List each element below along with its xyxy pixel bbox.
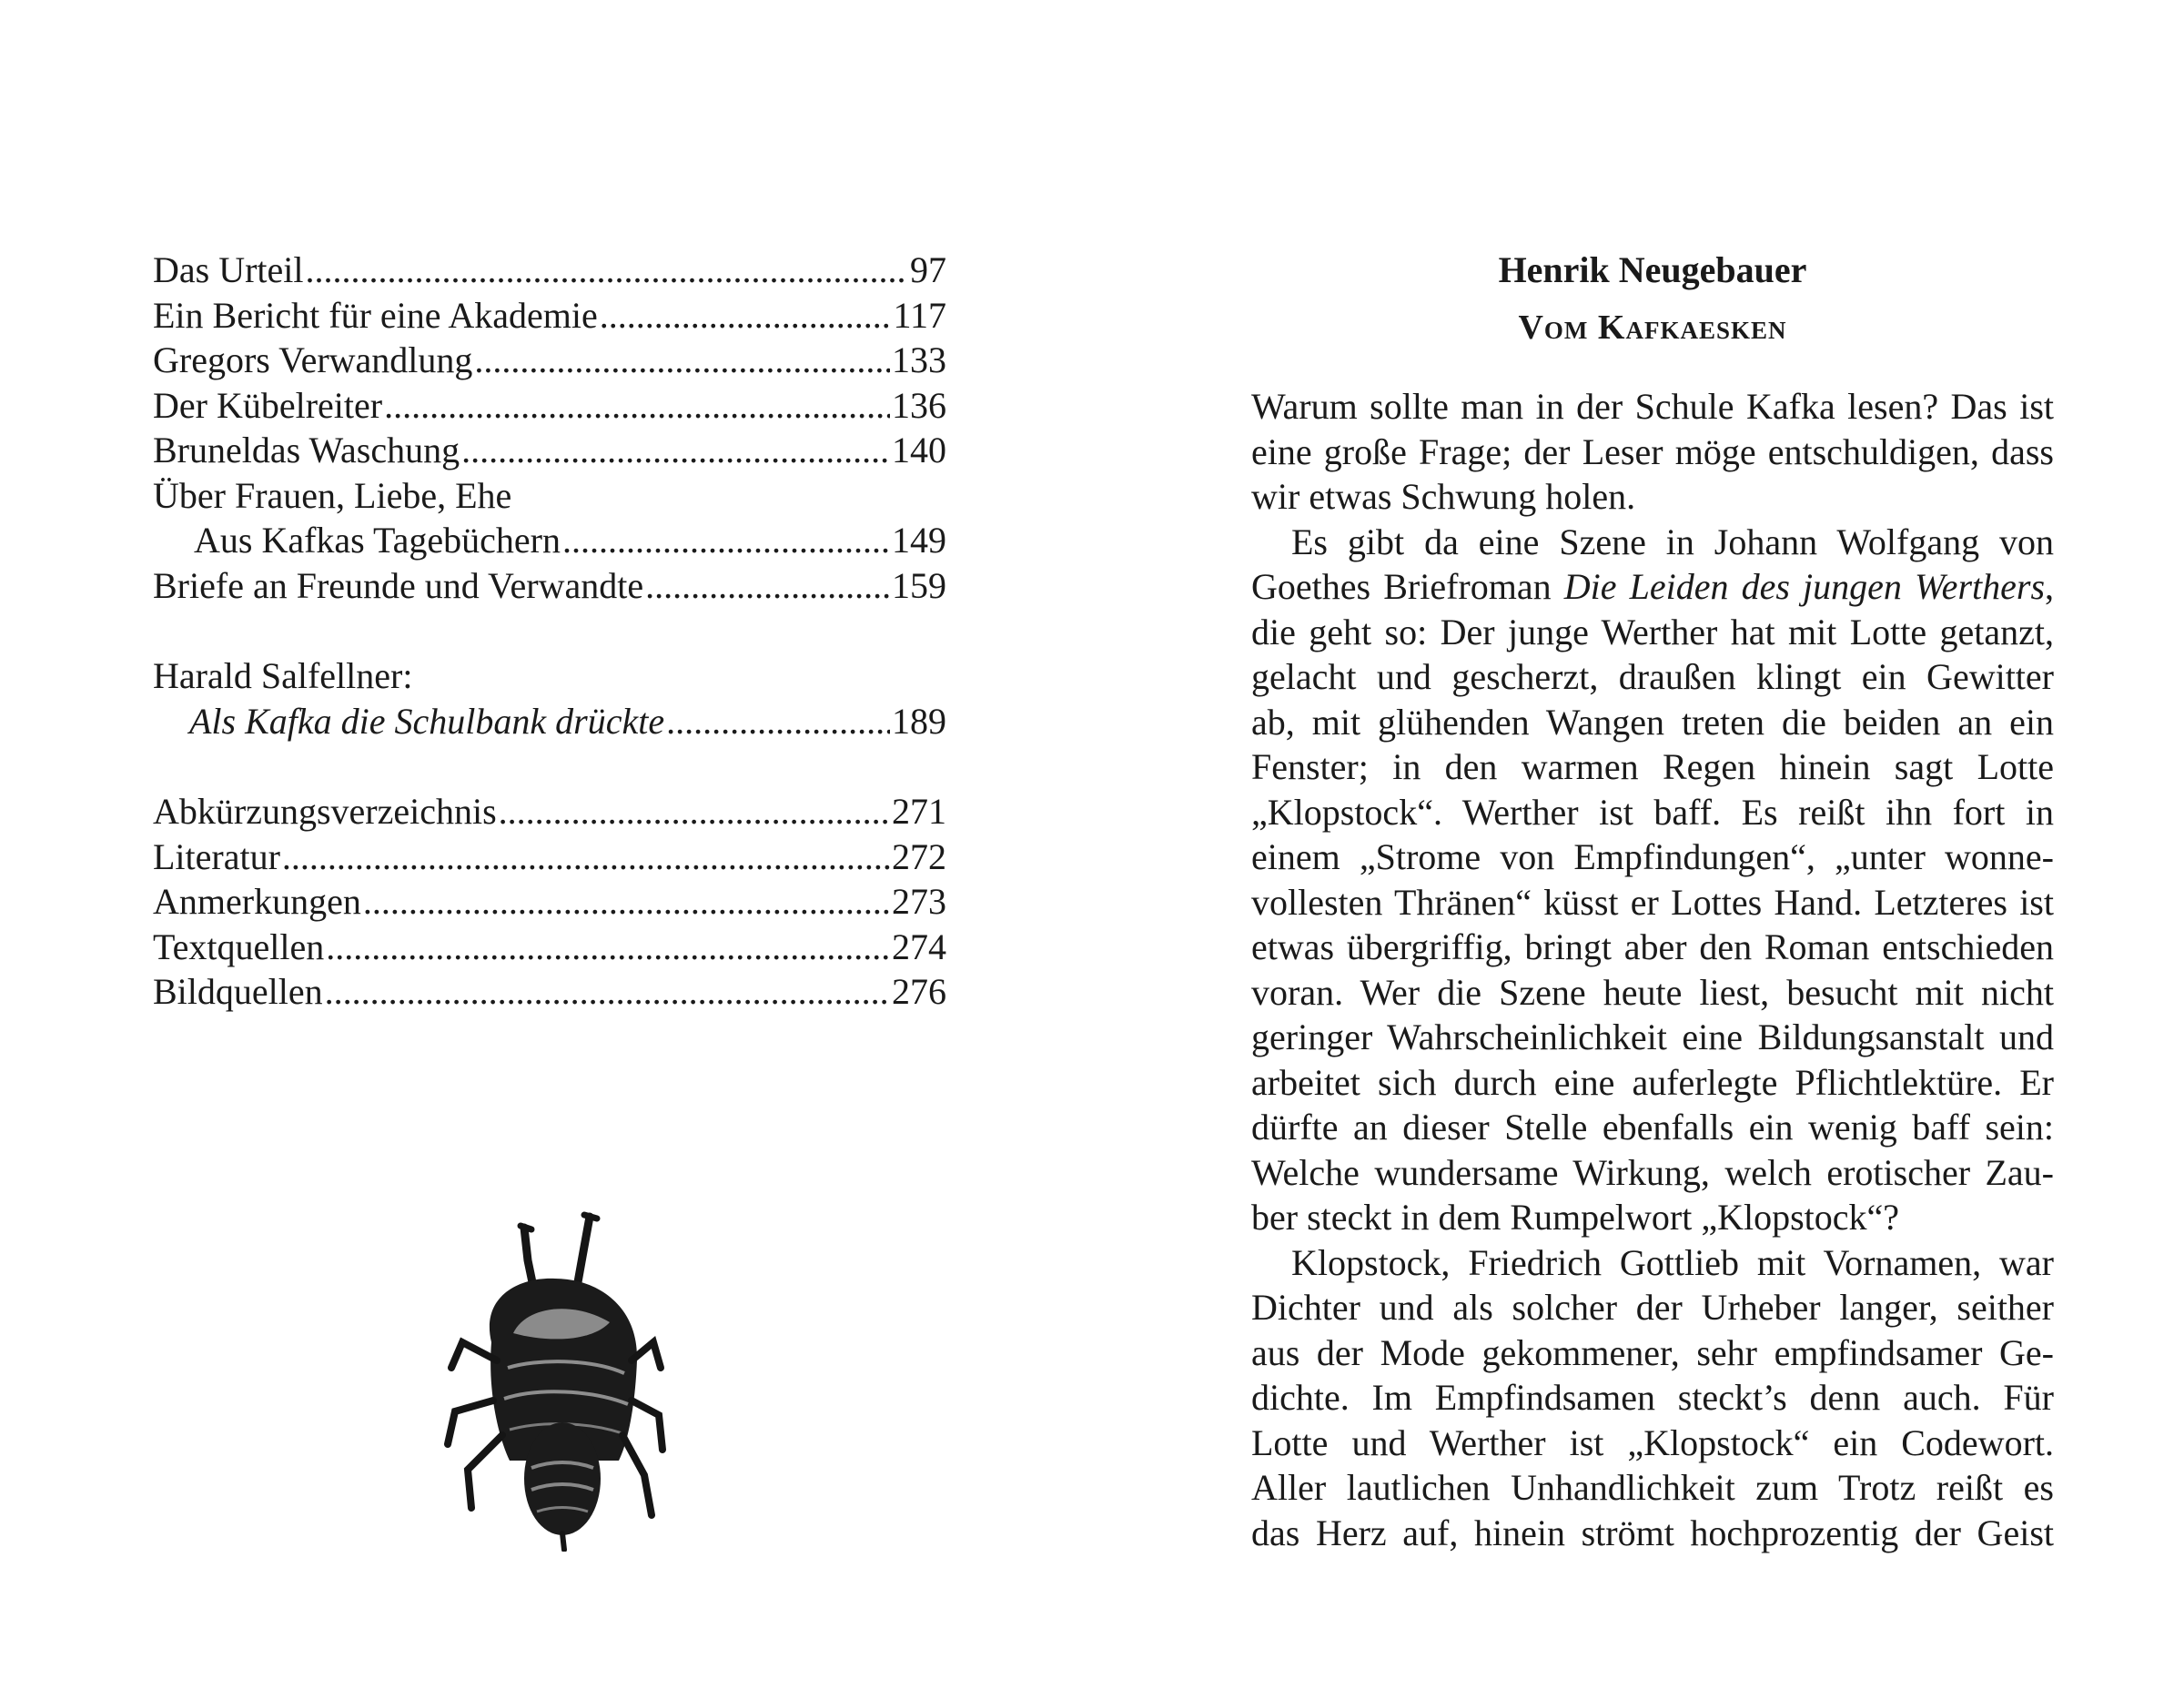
text-line: geringer Wahrscheinlichkeit eine Bildungsanstalt und bbox=[1251, 1016, 2054, 1057]
toc-entry bbox=[153, 338, 946, 383]
toc-leader bbox=[499, 789, 890, 834]
toc-label: Über Frauen, Liebe, Ehe bbox=[153, 474, 512, 516]
toc-label: Abkürzungsverzeichnis bbox=[153, 791, 497, 832]
text-line: Es gibt da eine Szene in Johann Wolfgang von bbox=[1291, 521, 2054, 562]
toc-entry bbox=[153, 879, 946, 925]
toc-label: Bildquellen bbox=[153, 971, 323, 1012]
text-line: Lotte und Werther ist „Klopstock“ ein Codewort. bbox=[1251, 1421, 2054, 1463]
toc-entry bbox=[153, 925, 946, 970]
toc-page-number: 274 bbox=[892, 925, 946, 967]
text-line: Welche wundersame Wirkung, welch erotischer Zau- bbox=[1251, 1151, 2054, 1193]
toc-label: Das Urteil bbox=[153, 249, 304, 290]
essay-body bbox=[1251, 384, 2054, 1555]
toc-spacer bbox=[153, 743, 946, 789]
toc-entry bbox=[153, 789, 946, 834]
text-line: aus der Mode gekommener, sehr empfindsamer Ge- bbox=[1251, 1331, 2054, 1373]
toc-section-heading bbox=[153, 653, 946, 699]
toc-label: Ein Bericht für eine Akademie bbox=[153, 294, 598, 336]
toc-label: Literatur bbox=[153, 835, 280, 877]
toc-page-number: 149 bbox=[892, 520, 946, 561]
toc-entry bbox=[153, 293, 946, 339]
toc-page-number: 140 bbox=[892, 430, 946, 470]
text-line: etwas übergriffig, bringt aber den Roman entschieden bbox=[1251, 926, 2054, 967]
essay-title: Vom Kafkaesken bbox=[1518, 308, 1787, 347]
text-line: Aller lautlichen Unhandlichkeit zum Trotz reißt es bbox=[1251, 1467, 2054, 1508]
author-name: Henrik Neugebauer bbox=[1498, 249, 1807, 290]
toc-leader bbox=[562, 518, 890, 563]
toc-entry bbox=[153, 969, 946, 1015]
text-line: arbeitet sich durch eine auferlegte Pflichtlektüre. Er bbox=[1251, 1061, 2054, 1103]
text-line: gelacht und gescherzt, draußen klingt ein Gewitter bbox=[1251, 656, 2054, 697]
text-line: eine große Frage; der Leser möge entschuldigen, dass bbox=[1251, 430, 2054, 472]
text-line: die geht so: Der junge Werther hat mit Lotte getanzt, bbox=[1251, 611, 2054, 652]
toc-spacer bbox=[153, 608, 946, 653]
toc-label: Textquellen bbox=[153, 925, 325, 967]
text-line: Klopstock, Friedrich Gottlieb mit Vornamen, war bbox=[1291, 1241, 2054, 1283]
toc-entry bbox=[153, 248, 946, 293]
toc-leader bbox=[461, 428, 890, 473]
toc-label: Gregors Verwandlung bbox=[153, 339, 473, 380]
text-line: voran. Wer die Szene heute liest, besucht mit nicht bbox=[1251, 971, 2054, 1013]
text-line-mixed bbox=[1251, 564, 2054, 610]
toc-page-number: 276 bbox=[892, 971, 946, 1012]
toc-page-number: 133 bbox=[892, 339, 946, 380]
text-line: einem „Strome von Empfindungen“, „unter wonne- bbox=[1251, 836, 2054, 877]
toc-label: Als Kafka die Schulbank drückte bbox=[189, 700, 665, 742]
toc-page-number: 272 bbox=[892, 835, 946, 877]
text-line: Fenster; in den warmen Regen hinein sagt Lotte bbox=[1251, 746, 2054, 787]
toc-leader bbox=[326, 925, 890, 970]
text-line: Dichter und als solcher der Urheber langer, seither bbox=[1251, 1287, 2054, 1328]
toc-page-number: 117 bbox=[893, 294, 946, 336]
toc-leader bbox=[600, 293, 892, 339]
toc-label: Briefe an Freunde und Verwandte bbox=[153, 564, 644, 606]
toc-label: Bruneldas Waschung bbox=[153, 430, 460, 470]
toc-entry bbox=[153, 834, 946, 880]
text-line: dichte. Im Empfindsamen steckt’s denn auch. Für bbox=[1251, 1377, 2054, 1418]
toc-page-number: 159 bbox=[892, 564, 946, 606]
text-line: das Herz auf, hinein strömt hochprozentig der Geist bbox=[1251, 1512, 2054, 1553]
toc-leader bbox=[645, 563, 890, 609]
toc-label: Anmerkungen bbox=[153, 881, 361, 922]
toc-page-number: 271 bbox=[892, 791, 946, 832]
text-fragment: Goethes Briefroman bbox=[1251, 566, 1564, 607]
toc-leader bbox=[325, 969, 890, 1015]
text-line: vollesten Thränen“ küsst er Lottes Hand. Letzteres ist bbox=[1251, 881, 2054, 923]
toc-leader bbox=[666, 699, 890, 744]
toc-label: Der Kübelreiter bbox=[153, 384, 383, 426]
toc-section-heading bbox=[153, 473, 946, 519]
toc-leader bbox=[384, 383, 890, 429]
text-fragment: , bbox=[2045, 566, 2054, 607]
toc-page-number: 273 bbox=[892, 881, 946, 922]
toc-page-number: 97 bbox=[910, 249, 946, 290]
toc-entry bbox=[153, 699, 946, 744]
text-line: dürfte an dieser Stelle ebenfalls ein wenig baff sein: bbox=[1251, 1107, 2054, 1148]
toc-entry bbox=[153, 518, 946, 563]
toc-leader bbox=[282, 834, 890, 880]
toc-entry bbox=[153, 383, 946, 429]
book-title-italic: Die Leiden des jungen Werthers bbox=[1563, 566, 2046, 607]
toc-entry bbox=[153, 428, 946, 473]
toc-page-number: 136 bbox=[892, 384, 946, 426]
toc-label: Harald Salfellner: bbox=[153, 655, 413, 696]
toc-label: Aus Kafkas Tagebüchern bbox=[194, 520, 561, 561]
table-of-contents bbox=[153, 248, 946, 1015]
text-line: Warum sollte man in der Schule Kafka lesen? Das ist bbox=[1251, 386, 2054, 427]
toc-leader bbox=[306, 248, 908, 293]
toc-leader bbox=[474, 338, 890, 383]
beetle-illustration bbox=[437, 1206, 673, 1552]
toc-leader bbox=[363, 879, 890, 925]
text-line: ab, mit glühenden Wangen treten die beiden an ein bbox=[1251, 701, 2054, 743]
toc-entry bbox=[153, 563, 946, 609]
text-line: wir etwas Schwung holen. bbox=[1251, 476, 1636, 517]
text-line: „Klopstock“. Werther ist baff. Es reißt ihn fort in bbox=[1251, 791, 2054, 833]
toc-page-number: 189 bbox=[892, 700, 946, 742]
text-line: ber steckt in dem Rumpelwort „Klopstock“? bbox=[1251, 1197, 1900, 1238]
